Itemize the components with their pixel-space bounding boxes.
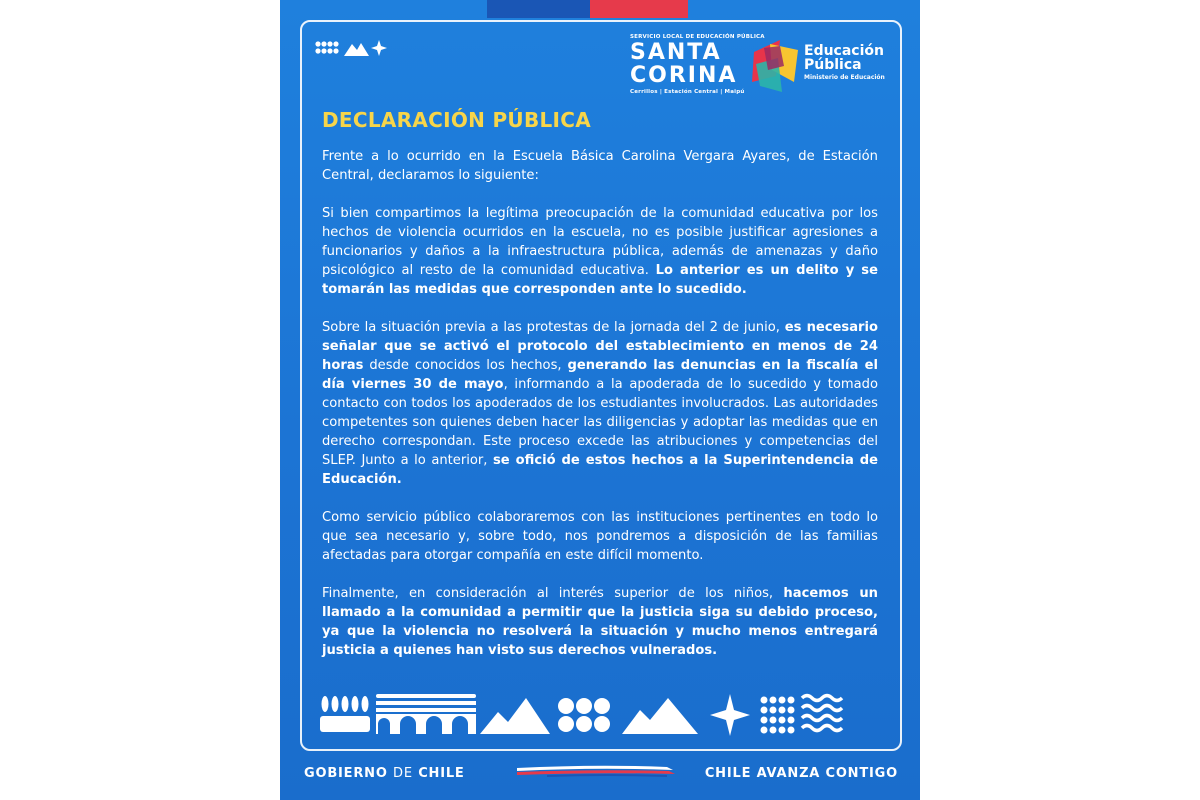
santa-corina-logo: [630, 32, 765, 96]
declaration-body: [322, 147, 878, 679]
p3-bold-3: se ofició de estos hechos a la Superintendencia de Educación.: [322, 453, 879, 487]
small-dots-icon: [761, 697, 795, 734]
p5-bold: hacemos un llamado a la comunidad a permitir que la justicia siga su debido proceso, ya que la violencia no resolverá la situación y mucho menos entregará justicia a quienes han visto sus derechos vulnerados.: [322, 586, 879, 658]
bridge-icon: [376, 694, 476, 734]
paragraph-2: [322, 204, 878, 299]
slep-communes: Cerrillos | Estación Central | Maipú: [630, 89, 745, 95]
slep-name-line2: CORINA: [630, 63, 738, 88]
paragraph-4: Como servicio público colaboraremos con las instituciones pertinentes en todo lo que sea necesario y, sobre todo, nos pondremos a disposición de las familias afectadas para otorgar compañía en este difícil momento.: [322, 510, 878, 563]
p3-bold-1: es necesario señalar que se activó el protocolo del establecimiento en menos de 24 horas: [322, 320, 878, 373]
edu-ministry: Ministerio de Educación: [804, 74, 885, 81]
mountains-icon: [480, 698, 550, 734]
p3-text-2: desde conocidos los hechos,: [363, 358, 568, 373]
mountains-icon-2: [622, 698, 698, 734]
decorative-footer-icons: [318, 690, 883, 740]
flag-stripe-blue: [487, 0, 590, 18]
educacion-publica-logo: [750, 34, 890, 96]
flag-stripe-red: [590, 0, 688, 18]
star-icon: [710, 694, 750, 736]
slep-name-line1: SANTA: [630, 40, 722, 65]
p5-text: Finalmente, en consideración al interés superior de los niños,: [322, 586, 784, 601]
p3-bold-2: generando las denuncias en la fiscalía el día viernes 30 de mayo: [322, 358, 878, 392]
dots-cluster-icon: [558, 698, 610, 732]
gobierno-de-chile-label: [304, 766, 465, 781]
gob-word-1: GOBIERNO: [304, 766, 388, 781]
p3-text-3: , informando a la apoderada de lo sucedido y tomado contacto con todos los apoderados de los estudiantes involucrados. Las autoridades competentes son quienes deben hacer las diligencias y adoptar las medidas que en derecho correspondan. Este proceso excede las atribuciones y competencias del SLEP. Junto a lo anterior,: [322, 377, 879, 468]
paragraph-5: [322, 584, 878, 660]
p2-text: Si bien compartimos la legítima preocupación de la comunidad educativa por los hechos de violencia ocurridos en la escuela, no es posible justificar agresiones a funcionarios y daños a la infraestructura pública, además de amenazas y daño psicológico al resto de la comunidad educativa.: [322, 206, 878, 278]
paragraph-1: Frente a lo ocurrido en la Escuela Básica Carolina Vergara Ayares, de Estación Central, declaramos lo siguiente:: [322, 149, 878, 183]
p3-text-1: Sobre la situación previa a las protestas de la jornada del 2 de junio,: [322, 320, 785, 335]
paragraph-3: [322, 318, 878, 489]
edu-line2: Pública: [804, 57, 862, 73]
slep-small-top: SERVICIO LOCAL DE EDUCACIÓN PÚBLICA: [630, 34, 765, 40]
slogan-label: CHILE AVANZA CONTIGO: [704, 766, 898, 781]
waves-icon: [802, 696, 842, 731]
page-title: DECLARACIÓN PÚBLICA: [322, 108, 592, 132]
declaration-poster: [280, 0, 920, 800]
sprouts-icon: [320, 696, 370, 732]
educacion-publica-symbol-icon: [750, 36, 800, 94]
gob-word-2: DE: [393, 766, 413, 781]
decorative-pattern-icon: [315, 38, 415, 60]
chile-stripe-icon: [517, 764, 677, 778]
p2-bold: Lo anterior es un delito y se tomarán las medidas que corresponden ante lo sucedido.: [322, 263, 878, 297]
edu-line1: Educación: [804, 43, 884, 59]
gob-word-3: CHILE: [418, 766, 465, 781]
